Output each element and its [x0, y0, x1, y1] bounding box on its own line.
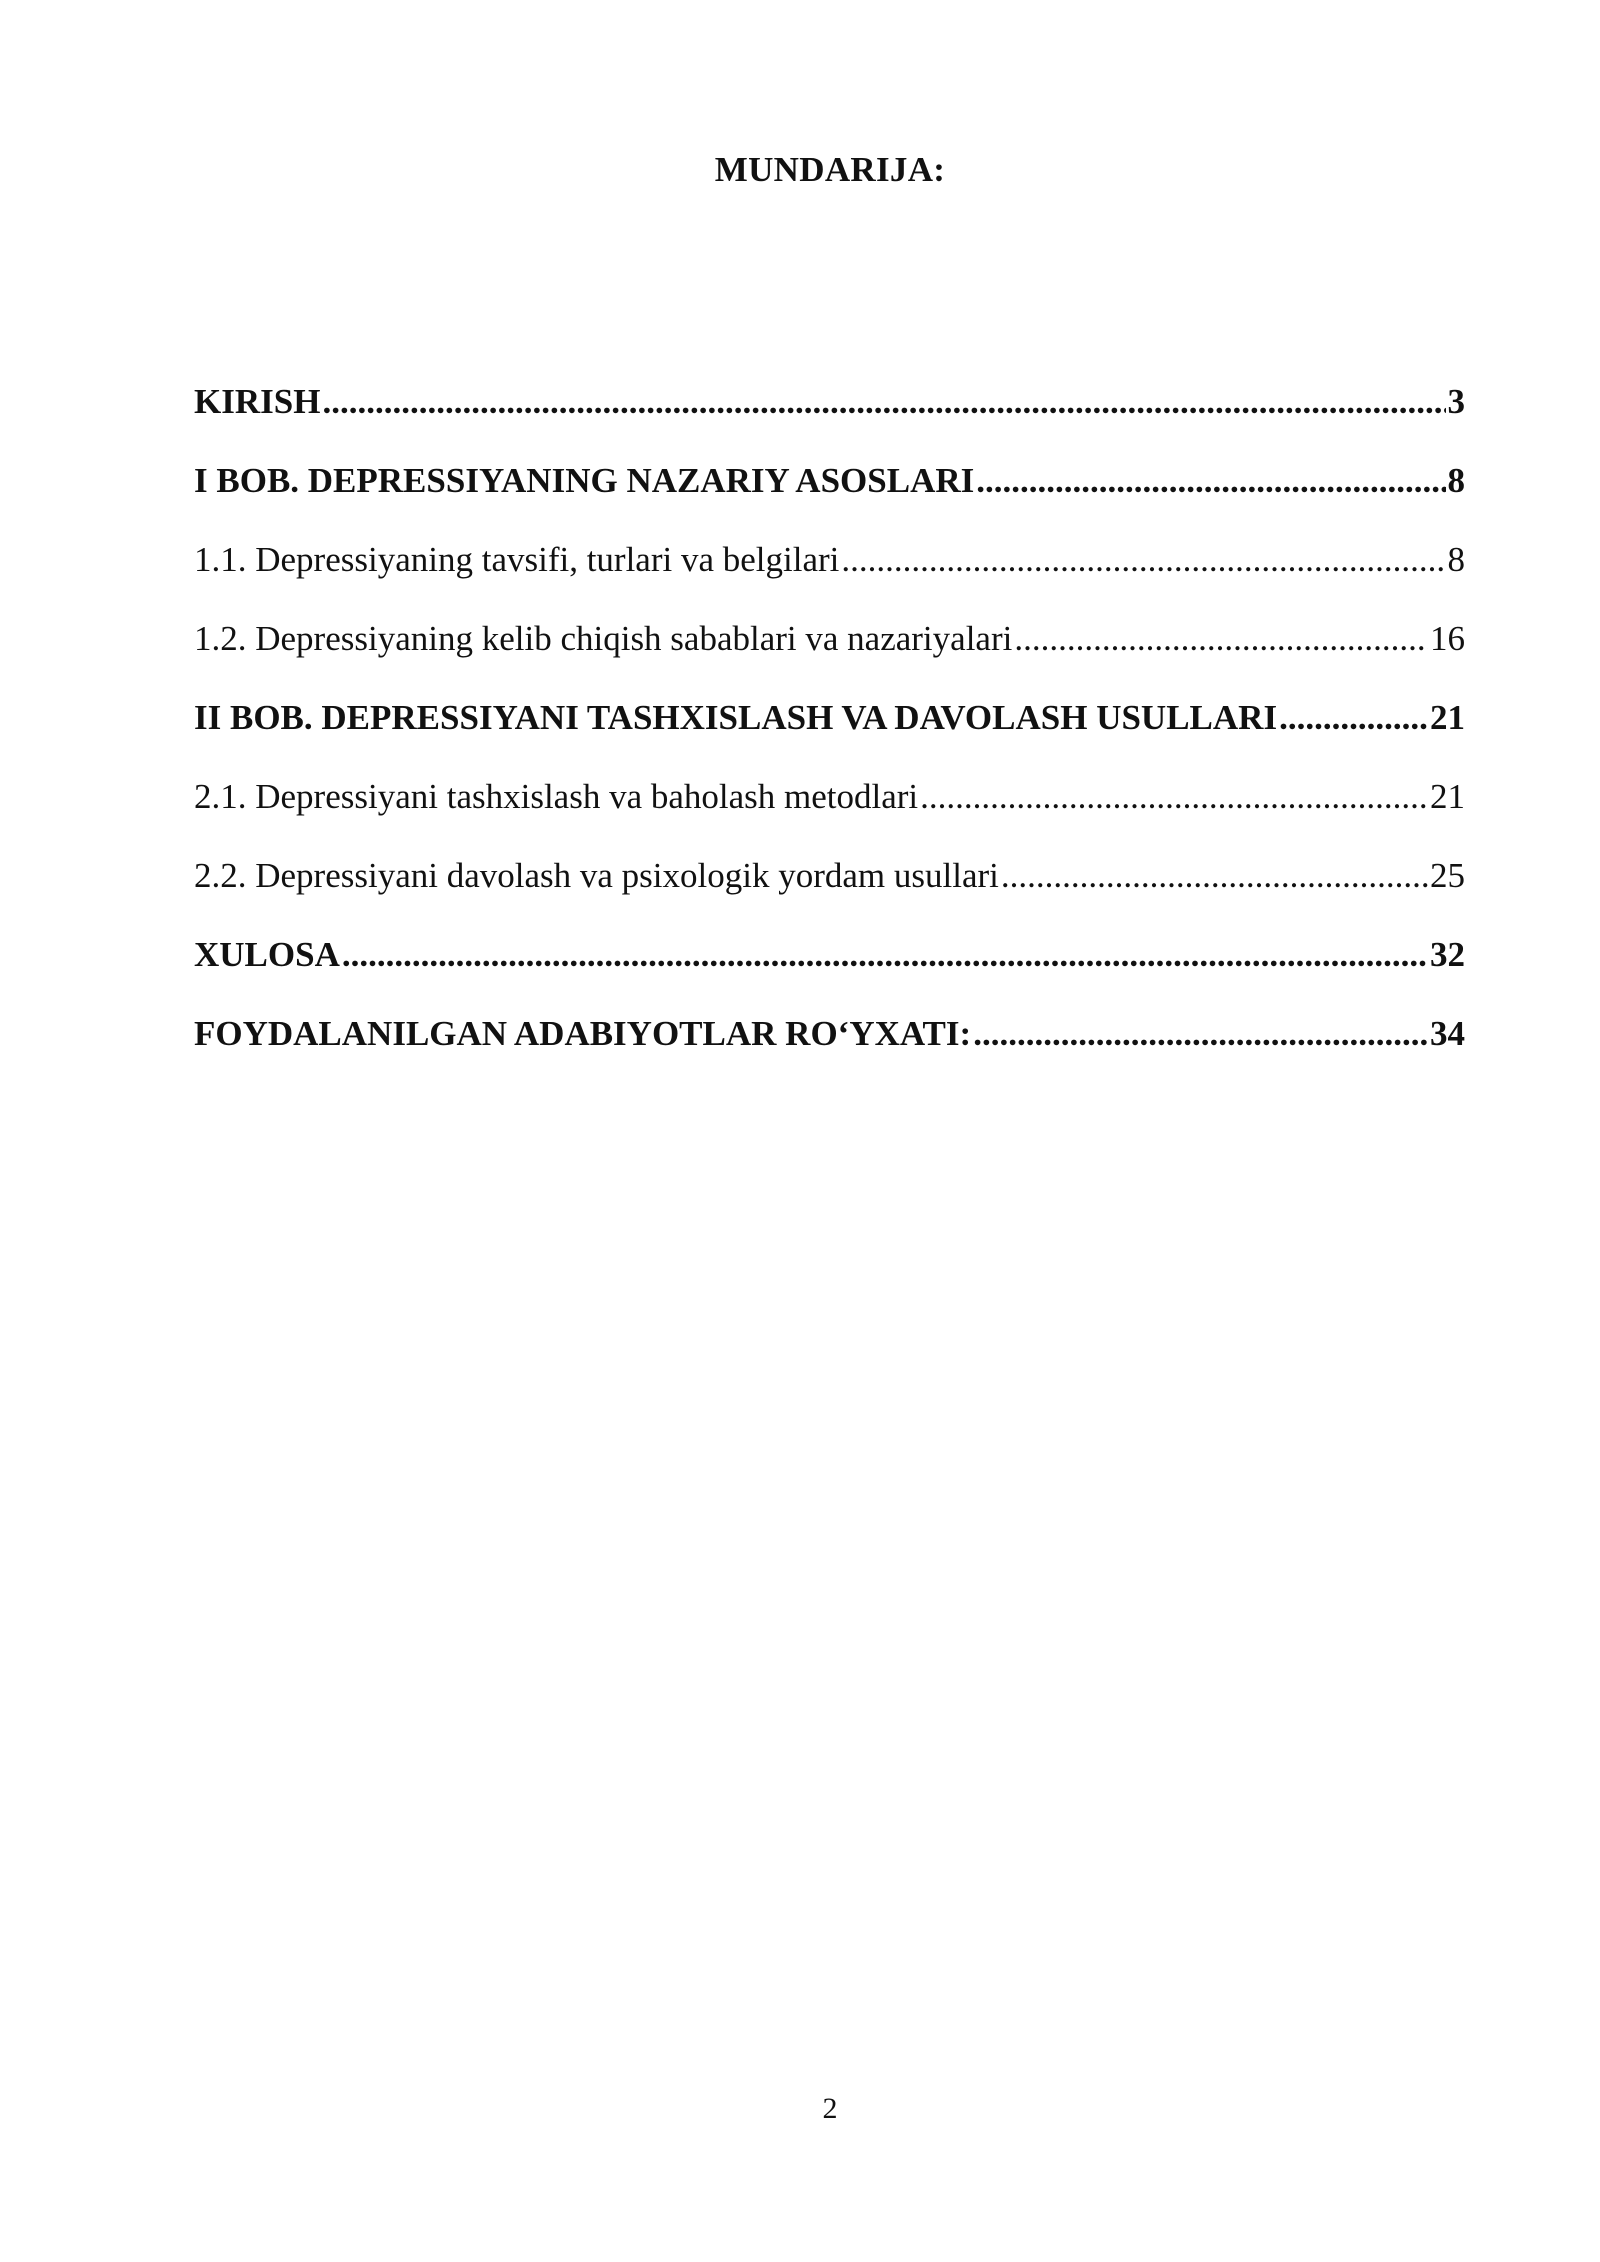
- toc-dot-leader: [920, 773, 1428, 821]
- toc-entry-page: 3: [1447, 382, 1465, 421]
- toc-entry-page: 8: [1447, 461, 1465, 500]
- toc-entry-chapter-2[interactable]: [194, 694, 1465, 773]
- toc-dot-leader: [1279, 694, 1428, 742]
- toc-entry-title: KIRISH: [194, 382, 321, 421]
- toc-entry-section-2-2[interactable]: [194, 852, 1465, 931]
- toc-entry-page: 16: [1430, 619, 1465, 658]
- toc-entry-title: I BOB. DEPRESSIYANING NAZARIY ASOSLARI: [194, 461, 975, 500]
- toc-entry-title: XULOSA: [194, 935, 340, 974]
- toc-dot-leader: [342, 931, 1428, 979]
- toc-dot-leader: [322, 378, 1445, 426]
- toc-dot-leader: [841, 536, 1445, 584]
- table-of-contents: [194, 378, 1465, 1089]
- page-title: MUNDARIJA:: [714, 150, 946, 189]
- toc-entry-page: 8: [1447, 540, 1465, 579]
- page-number: 2: [822, 2092, 838, 2125]
- toc-entry-page: 32: [1430, 935, 1465, 974]
- toc-entry-page: 21: [1430, 777, 1465, 816]
- toc-entry-title: 1.2. Depressiyaning kelib chiqish sabablari va nazariyalari: [194, 619, 1013, 658]
- toc-entry-section-1-1[interactable]: [194, 536, 1465, 615]
- toc-entry-section-2-1[interactable]: [194, 773, 1465, 852]
- toc-entry-title: 2.1. Depressiyani tashxislash va baholash metodlari: [194, 777, 919, 816]
- toc-entry-page: 21: [1430, 698, 1465, 737]
- toc-entry-title: II BOB. DEPRESSIYANI TASHXISLASH VA DAVOLASH USULLARI: [194, 698, 1278, 737]
- toc-entry-bibliography[interactable]: [194, 1010, 1465, 1089]
- toc-entry-section-1-2[interactable]: [194, 615, 1465, 694]
- toc-dot-leader: [976, 457, 1445, 505]
- toc-entry-page: 25: [1430, 856, 1465, 895]
- toc-entry-xulosa[interactable]: [194, 931, 1465, 1010]
- toc-entry-kirish[interactable]: [194, 378, 1465, 457]
- toc-entry-chapter-1[interactable]: [194, 457, 1465, 536]
- toc-entry-page: 34: [1430, 1014, 1465, 1053]
- toc-entry-title: 2.2. Depressiyani davolash va psixologik yordam usullari: [194, 856, 999, 895]
- toc-dot-leader: [973, 1010, 1428, 1058]
- toc-dot-leader: [1001, 852, 1428, 900]
- toc-entry-title: FOYDALANILGAN ADABIYOTLAR RO‘YXATI:: [194, 1014, 972, 1053]
- toc-entry-title: 1.1. Depressiyaning tavsifi, turlari va belgilari: [194, 540, 840, 579]
- toc-dot-leader: [1014, 615, 1428, 663]
